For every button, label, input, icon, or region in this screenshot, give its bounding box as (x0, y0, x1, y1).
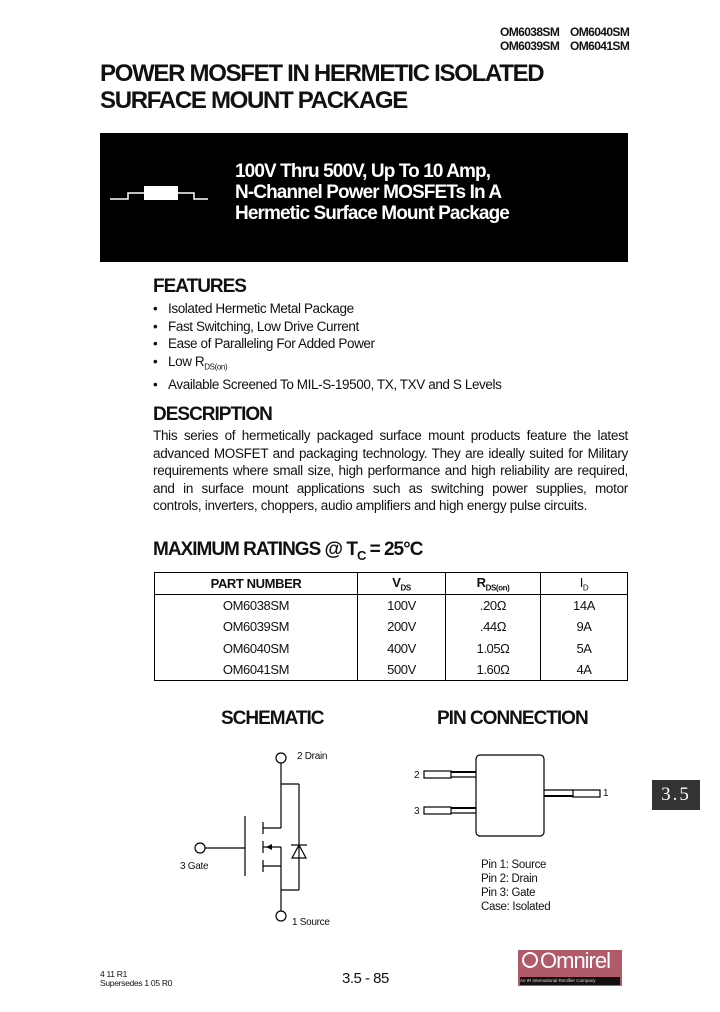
logo-mark-icon (522, 952, 538, 968)
pin-3-label: 3 (414, 806, 420, 817)
cell: 9A (541, 616, 628, 638)
part-number: OM6041SM (570, 39, 630, 53)
features-heading: FEATURES (153, 276, 246, 297)
mosfet-schematic (170, 740, 320, 930)
heading-text: = 25°C (365, 539, 423, 560)
table-row (155, 595, 628, 617)
cell: 200V (358, 616, 446, 638)
column-header (446, 573, 541, 595)
cell: OM6038SM (155, 595, 358, 617)
pin-legend (481, 858, 550, 914)
list-item: • Fast Switching, Low Drive Current (153, 318, 501, 336)
features-list (153, 300, 501, 394)
logo-text: Omnirel (540, 948, 611, 973)
banner (100, 133, 628, 262)
pin-1-label: 1 (603, 788, 609, 799)
pin-connection-heading: PIN CONNECTION (437, 708, 588, 729)
ratings-table (154, 572, 628, 681)
table-row (155, 638, 628, 660)
table-header (155, 573, 628, 595)
header-text: PART NUMBER (210, 576, 302, 591)
cell: OM6041SM (155, 659, 358, 681)
description-heading: DESCRIPTION (153, 404, 272, 425)
column-header (358, 573, 446, 595)
cell: 400V (358, 638, 446, 660)
cell: OM6039SM (155, 616, 358, 638)
part-number: OM6039SM (500, 39, 560, 53)
subscript: DS(on) (485, 583, 510, 593)
table-row (155, 616, 628, 638)
cell: 100V (358, 595, 446, 617)
cell: .44Ω (446, 616, 541, 638)
package-icon (108, 181, 208, 205)
header-text: I (579, 574, 583, 590)
logo-tagline: An IR International Rectifier Company (520, 977, 620, 985)
cell: 14A (541, 595, 628, 617)
heading-text: MAXIMUM RATINGS @ T (153, 539, 357, 560)
subscript: DS (400, 583, 411, 593)
column-header (541, 573, 628, 595)
banner-line: N-Channel Power MOSFETs In A (235, 182, 502, 203)
pin-legend-item: Pin 2: Drain (481, 873, 538, 885)
revision-info (100, 970, 172, 988)
description-text: This series of hermetically packaged surface mount products feature the latest advanced MOSFET and packaging technology. They are ideally suited for Military requirements where small size, high performance and high reliability are required, and in surface mount applications such as switching power supplies, motor controls, inverters, choppers, audio amplifiers and high energy pulse circuits. (153, 428, 628, 513)
omnirel-logo (518, 950, 622, 986)
pin-legend-item: Pin 3: Gate (481, 887, 536, 899)
part-numbers (500, 25, 640, 53)
part-number: OM6038SM (500, 25, 560, 39)
pin-legend-item: Pin 1: Source (481, 859, 547, 871)
cell: 4A (541, 659, 628, 681)
title-line: POWER MOSFET IN HERMETIC ISOLATED (100, 60, 544, 87)
banner-subtitle (235, 161, 509, 224)
banner-line: Hermetic Surface Mount Package (235, 203, 509, 224)
gate-label: 3 Gate (180, 861, 209, 872)
subscript: C (356, 547, 366, 563)
header-text: V (392, 574, 401, 590)
title-line: SURFACE MOUNT PACKAGE (100, 87, 407, 114)
section-tab: 3.5 (652, 780, 700, 810)
supersedes: Supersedes 1 05 R0 (100, 978, 173, 988)
list-item: • Available Screened To MIL-S-19500, TX, TXV and S Levels (153, 376, 501, 394)
header-text: R (476, 574, 486, 590)
table-row (155, 659, 628, 681)
list-item-text: Low R (168, 353, 205, 369)
schematic-heading: SCHEMATIC (221, 708, 324, 729)
subscript: D (582, 583, 589, 593)
pin-2-label: 2 (414, 770, 420, 781)
list-item (153, 353, 501, 376)
part-number: OM6040SM (570, 25, 630, 39)
column-header (155, 573, 358, 595)
drain-label: 2 Drain (297, 751, 328, 762)
page-title (100, 60, 543, 114)
pin-legend-item: Case: Isolated (481, 901, 551, 913)
cell: 1.05Ω (446, 638, 541, 660)
cell: 1.60Ω (446, 659, 541, 681)
revision: 4 11 R1 (100, 969, 128, 979)
subscript: DS(on) (204, 362, 228, 372)
cell: 500V (358, 659, 446, 681)
list-item: • Isolated Hermetic Metal Package (153, 300, 501, 318)
package-pinout-diagram (410, 752, 610, 842)
ratings-heading (153, 539, 422, 563)
banner-line: 100V Thru 500V, Up To 10 Amp, (235, 161, 491, 182)
cell: .20Ω (446, 595, 541, 617)
cell: OM6040SM (155, 638, 358, 660)
list-item: • Ease of Paralleling For Added Power (153, 335, 501, 353)
source-label: 1 Source (292, 917, 330, 928)
cell: 5A (541, 638, 628, 660)
page-number: 3.5 - 85 (342, 970, 389, 987)
